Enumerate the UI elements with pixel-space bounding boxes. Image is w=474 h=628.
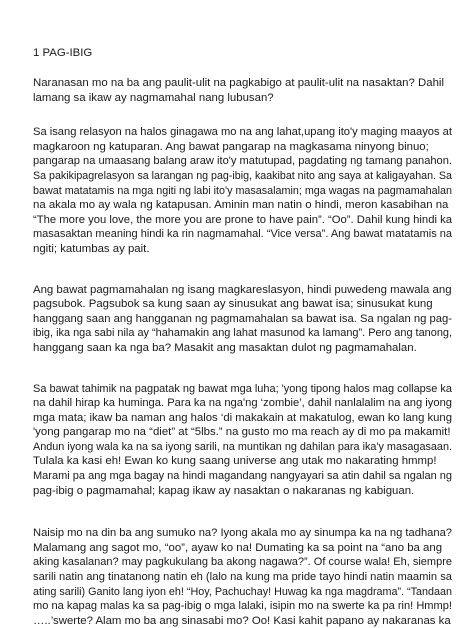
text-line: bawat matatamis na mga ngiti ng labi ito'y masasalamin; mga wagas na pagmamahalan xyxy=(33,184,453,197)
text-line: lamang sa ikaw ay nagmamahal nang lubusan? xyxy=(33,91,274,104)
text-line: pangarap na umaasang balang araw ito'y matutupad, pagdating ng tamang panahon. xyxy=(33,155,453,168)
text-line: mga mata; ikaw ba naman ang halos ‘di makakain at makatulog, ewan ko lang kung xyxy=(33,411,453,424)
paragraph-relasyon xyxy=(33,125,453,256)
text-line: ating sarili) Ganito lang iyon eh! “Hoy, Pachuchay! Huwag ka nga magdrama”. “Tandaan xyxy=(33,585,452,598)
text-line: Ang bawat pagmamahalan ng isang magkareslasyon, hindi puwedeng mawala ang xyxy=(33,283,452,296)
text-line: pagsubok. Pagsubok sa kung saan ay sinusukat ang bawat isa; sinusukat kung xyxy=(33,298,433,311)
text-line: Sa bawat tahimik na pagpatak ng bawat mga luha; 'yong tipong halos mag collapse ka xyxy=(33,382,452,395)
text-line: masasaktan meaning hindi ka rin nagmamahal. “Vice versa”. Ang bawat matatamis na xyxy=(33,228,453,241)
text-line: Tulala ka kasi eh! Ewan ko kung saang universe ang utak mo nakarating hmmp! xyxy=(33,455,437,468)
text-line: ngiti; katumbas ay pait. xyxy=(33,242,150,255)
document-heading: 1 PAG-IBIG xyxy=(33,47,93,59)
text-line: Sa pakikipagrelasyon sa larangan ng pag-ibig, kaakibat nito ang saya at kaligayahan. Sa xyxy=(33,169,453,182)
text-line: …..’swerte? Alam mo ba ang sinasabi mo? Oo! Kasi kahit papano ay nakaranas ka xyxy=(33,614,451,627)
text-line: Andun iyong wala ka na sa iyong sarili, na muntikan ng dahilan para ika'y masagasaan. xyxy=(33,440,453,453)
text-line: pag-ibig o pagmamahal; kapag ikaw ay nasaktan o nakaranas ng kabiguan. xyxy=(33,484,415,497)
text-line: na dahil hirap ka huminga. Para ka na nga'ng ‘zombie’, dahil nanlalalim na ang iyong xyxy=(33,397,453,410)
paragraph-luha xyxy=(33,382,453,499)
text-line: ibig, ika nga sabi nila ay “hahamakin ang lahat masunod ka lamang”. Pero ang tanong, xyxy=(33,327,453,340)
paragraph-intro xyxy=(33,76,444,105)
text-line: Sa isang relasyon na halos ginagawa mo na ang lahat,upang ito'y maging maayos at xyxy=(33,126,452,139)
text-line: Marami pa ang mga bagay na hindi magandang nangyayari sa atin dahil sa ngalan ng xyxy=(33,470,453,483)
text-line: mo na kapag malas ka sa pag-ibig o mga lalaki, isipin mo na swerte ka pa rin! Hmmp! xyxy=(33,600,452,613)
text-line: na akala mo ay wala ng katapusan. Aminin man natin o hindi, meron kasabihan na xyxy=(33,199,449,212)
text-line: Naisip mo na din ba ang sumuko na? Iyong akala mo ay sinumpa ka na ng tadhana? xyxy=(33,527,453,540)
text-line: “The more you love, the more you are prone to have pain”. “Oo”. Dahil kung hindi ka xyxy=(33,213,453,226)
text-line: Malamang ang sagot mo, “oo”, ayaw ko na! Dumating ka sa point na “ano ba ang xyxy=(33,541,443,554)
text-line: hanggang saan ang hangganan ng pagmamahalan sa bawat isa. Sa ngalan ng pag- xyxy=(33,312,452,325)
paragraph-pagsubok xyxy=(33,283,453,356)
text-line: hanggang saan ka nga ba? Masakit ang masaktan dulot ng pagmamahalan. xyxy=(33,341,417,354)
text-line: Naranasan mo na ba ang paulit-ulit na pagkabigo at paulit-ulit na nasaktan? Dahil xyxy=(33,77,444,89)
text-line: 'yong pangarap mo na “diet” at “5lbs.” na gusto mo ma reach ay di mo pa makamit! xyxy=(33,426,451,439)
text-line: magkaroon ng katuparan. Ang bawat pangarap na magkasama ninyong binuo; xyxy=(33,140,429,153)
text-line: aking kasalanan? may pagkukulang ba akong nagawa?”. Of course wala! Eh, siempre xyxy=(33,556,453,569)
text-line: sarili natin ang tinatanong natin eh (lalo na kung ma pride tayo hindi natin maamin sa xyxy=(33,571,452,584)
